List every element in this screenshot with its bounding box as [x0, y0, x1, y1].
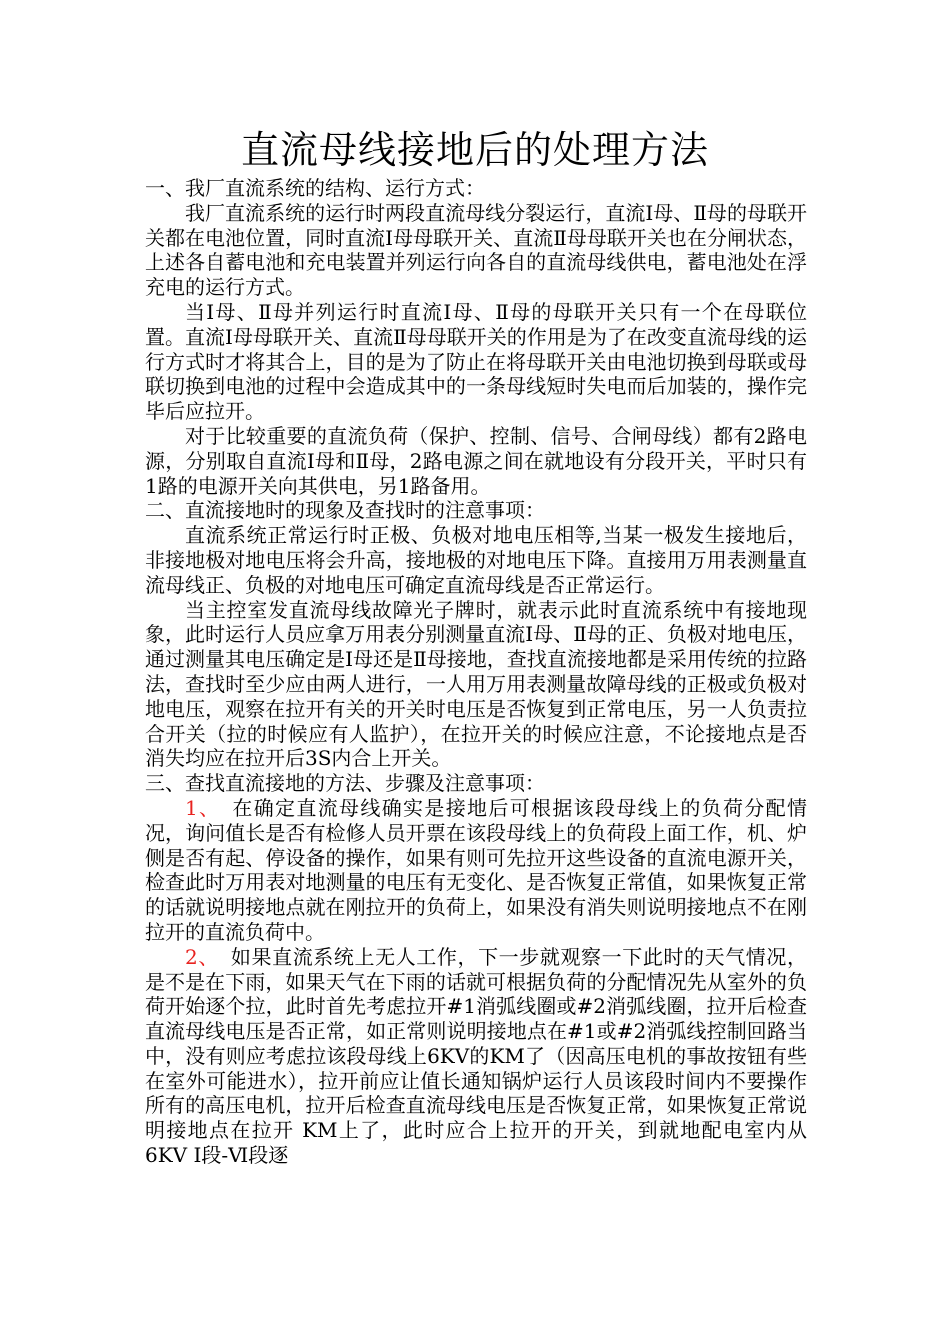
item-text: 如果直流系统上无人工作，下一步就观察一下此时的天气情况，是不是在下雨，如果天气在下雨的话就可根据负荷的分配情况先从室外的负荷开始逐个拉，此时首先考虑拉开#1消弧线圈或#2消弧线圈，拉开后检查直流母线电压是否正常，如正常则说明接地点在#1或#2消弧线控制回路当中，没有则应考虑拉该段母线上6KV的KM了（因高压电机的事故按钮有些在室外可能进水），拉开前应让值长通知锅炉运行人员该段时间内不要操作所有的高压电机，拉开后检查直流母线电压是否恢复正常，如果恢复正常说明接地点在拉开 KM上了，此时应合上拉开的开关，到就地配电室内从6KV Ⅰ段-Ⅵ段逐: [145, 944, 807, 1168]
section-heading-3: 三、查找直流接地的方法、步骤及注意事项：: [145, 771, 545, 796]
paragraph: 直流系统正常运行时正极、负极对地电压相等,当某一极发生接地后，非接地极对地电压将会升高，接地极的对地电压下降。直接用万用表测量直流母线正、负极的对地电压可确定直流母线是否正常运行。: [145, 523, 807, 597]
section-heading-2: 二、直流接地时的现象及查找时的注意事项：: [145, 498, 545, 523]
numbered-item: [145, 945, 807, 1168]
paragraph: 我厂直流系统的运行时两段直流母线分裂运行，直流Ⅰ母、Ⅱ母的母联开关都在电池位置，同时直流Ⅰ母母联开关、直流Ⅱ母母联开关也在分闸状态，上述各自蓄电池和充电装置并列运行向各自的直流母线供电，蓄电池处在浮充电的运行方式。: [145, 200, 807, 300]
document-body: [145, 176, 807, 1168]
item-text: 在确定直流母线确实是接地后可根据该段母线上的负荷分配情况，询问值长是否有检修人员开票在该段母线上的负荷段上面工作，机、炉侧是否有起、停设备的操作，如果有则可先拉开这些设备的直流电源开关，检查此时万用表对地测量的电压有无变化、是否恢复正常值，如果恢复正常的话就说明接地点就在刚拉开的负荷上，如果没有消失则说明接地点不在刚拉开的直流负荷中。: [145, 795, 807, 944]
paragraph: 当主控室发直流母线故障光子牌时，就表示此时直流系统中有接地现象，此时运行人员应拿万用表分别测量直流Ⅰ母、Ⅱ母的正、负极对地电压，通过测量其电压确定是Ⅰ母还是Ⅱ母接地，查找直流接地都是采用传统的拉路法，查找时至少应由两人进行，一人用万用表测量故障母线的正极或负极对地电压，观察在拉开有关的开关时电压是否恢复到正常电压，另一人负责拉合开关（拉的时候应有人监护），在拉开关的时候应注意，不论接地点是否消失均应在拉开后3S内合上开关。: [145, 597, 807, 771]
document-title: 直流母线接地后的处理方法: [240, 128, 709, 172]
item-number: 2、: [185, 944, 219, 969]
paragraph: 对于比较重要的直流负荷（保护、控制、信号、合闸母线）都有2路电源，分别取自直流Ⅰ母和Ⅱ母，2路电源之间在就地设有分段开关，平时只有1路的电源开关向其供电，另1路备用。: [145, 423, 807, 498]
paragraph: 当Ⅰ母、Ⅱ母并列运行时直流Ⅰ母、Ⅱ母的母联开关只有一个在母联位置。直流Ⅰ母母联开关、直流Ⅱ母母联开关的作用是为了在改变直流母线的运行方式时才将其合上，目的是为了防止在将母联开关由电池切换到母联或母联切换到电池的过程中会造成其中的一条母线短时失电而后加装的，操作完毕后应拉开。: [145, 299, 807, 424]
item-number: 1、: [185, 795, 221, 820]
numbered-item: [145, 796, 807, 945]
section-heading-1: 一、我厂直流系统的结构、运行方式：: [145, 176, 485, 200]
